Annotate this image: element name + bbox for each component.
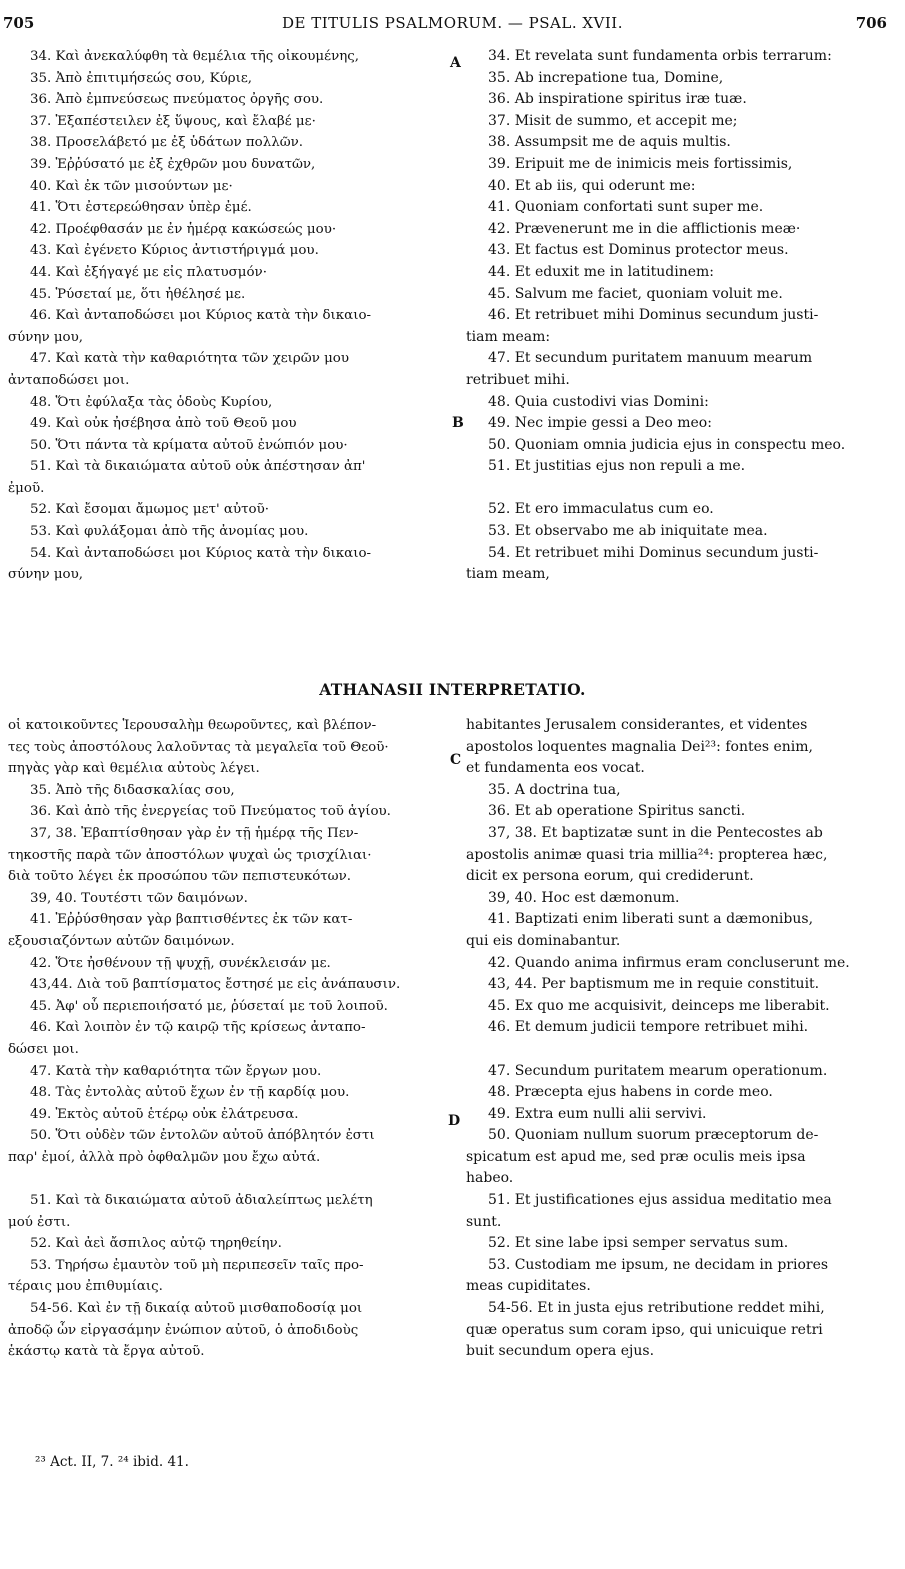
latin-commentary-line: 50. Quoniam nullum suorum præceptorum de-	[488, 1127, 819, 1144]
latin-verse-line: 48. Quia custodivi vias Domini:	[488, 393, 709, 410]
greek-verse-line: 52. Καὶ ἔσομαι ἄμωμος μετ' αὐτοῦ·	[30, 502, 269, 518]
latin-commentary-line: 51. Et justificationes ejus assidua meditatio mea	[488, 1192, 832, 1209]
greek-verse-line: 38. Προσελάβετό με ἐξ ὑδάτων πολλῶν.	[30, 135, 304, 151]
latin-verse-line	[466, 478, 891, 500]
greek-commentary-line: τηκοστῆς παρὰ τῶν ἀποστόλων ψυχαὶ ὡς τρισχίλιαι·	[8, 847, 372, 863]
latin-commentary-line: 36. Et ab operatione Spiritus sancti.	[488, 803, 746, 820]
greek-verse-line: ἀνταποδώσει μοι.	[8, 372, 130, 388]
greek-commentary-line: 49. Ἐκτὸς αὐτοῦ ἑτέρῳ οὐκ ἐλάτρευσα.	[30, 1106, 299, 1122]
greek-commentary-line: 39, 40. Τουτέστι τῶν δαιμόνων.	[30, 890, 248, 906]
latin-commentary-line: apostolis animæ quasi tria millia²⁴: propterea hæc,	[466, 846, 828, 863]
page-number-left: 705	[3, 14, 35, 32]
greek-commentary-line: ἑκάστῳ κατὰ τὰ ἔργα αὐτοῦ.	[8, 1344, 205, 1360]
latin-verse-line: 36. Ab inspiratione spiritus iræ tuæ.	[488, 91, 747, 108]
greek-commentary-line: παρ' ἐμοί, ἀλλὰ πρὸ ὀφθαλμῶν μου ἔχω αὐτά.	[8, 1149, 321, 1165]
latin-commentary-line: 45. Ex quo me acquisivit, deinceps me liberabit.	[488, 997, 830, 1014]
greek-commentary-line: 53. Τηρήσω ἐμαυτὸν τοῦ μὴ περιπεσεῖν ταῖς προ-	[30, 1257, 364, 1273]
greek-commentary-line: 36. Καὶ ἀπὸ τῆς ἐνεργείας τοῦ Πνεύματος τοῦ ἁγίου.	[30, 804, 391, 820]
latin-verse-line: 52. Et ero immaculatus cum eo.	[488, 501, 714, 518]
margin-letter-a: A	[450, 55, 461, 71]
greek-commentary-line: μού ἐστι.	[8, 1214, 71, 1230]
latin-verse-line: 51. Et justitias ejus non repuli a me.	[488, 458, 746, 475]
margin-letter-c: C	[450, 752, 462, 768]
latin-commentary-line: sunt.	[466, 1213, 502, 1230]
greek-verse-line: 49. Καὶ οὐκ ἠσέβησα ἀπὸ τοῦ Θεοῦ μου	[30, 416, 297, 432]
greek-commentary-line: 42. Ὅτε ἠσθένουν τῇ ψυχῇ, συνέκλεισάν με.	[30, 955, 331, 971]
latin-verse-line: 47. Et secundum puritatem manuum mearum	[488, 350, 813, 367]
greek-verse-line: 40. Καὶ ἐκ τῶν μισούντων με·	[30, 178, 233, 194]
greek-commentary-line: τέραις μου ἐπιθυμίαις.	[8, 1279, 163, 1295]
greek-verse-line: 34. Καὶ ἀνεκαλύφθη τὰ θεμέλια τῆς οἰκουμένης,	[30, 49, 359, 64]
greek-commentary-line: 50. Ὅτι οὐδὲν τῶν ἐντολῶν αὐτοῦ ἀπόβλητόν ἐστι	[30, 1128, 375, 1144]
latin-verse-line: 34. Et revelata sunt fundamenta orbis terrarum:	[488, 48, 832, 64]
latin-verse-line: 43. Et factus est Dominus protector meus.	[488, 242, 789, 259]
latin-commentary-line: et fundamenta eos vocat.	[466, 760, 645, 777]
greek-commentary-line: 47. Κατὰ τὴν καθαριότητα τῶν ἔργων μου.	[30, 1063, 322, 1079]
latin-verse-line: 40. Et ab iis, qui oderunt me:	[488, 177, 696, 194]
latin-commentary-line: dicit ex persona eorum, qui crediderunt.	[466, 868, 754, 885]
greek-commentary-line: 52. Καὶ ἀεὶ ἄσπιλος αὐτῷ τηρηθείην.	[30, 1236, 282, 1252]
greek-verse-line: 41. Ὅτι ἐστερεώθησαν ὑπὲρ ἐμέ.	[30, 200, 252, 216]
greek-verse-line: σύνην μου,	[8, 567, 84, 583]
greek-commentary-line: πηγὰς γὰρ καὶ θεμέλια αὐτοὺς λέγει.	[8, 761, 260, 777]
greek-verse-line: 43. Καὶ ἐγένετο Κύριος ἀντιστήριγμά μου.	[30, 243, 319, 259]
running-title: DE TITULIS PSALMORUM. — PSAL. XVII.	[282, 14, 623, 32]
greek-verse-line: 37. Ἐξαπέστειλεν ἐξ ὕψους, καὶ ἔλαβέ με·	[30, 113, 316, 129]
greek-commentary-line: 46. Καὶ λοιπὸν ἐν τῷ καιρῷ τῆς κρίσεως ἀνταπο-	[30, 1020, 366, 1036]
greek-verse-line: 54. Καὶ ἀνταποδώσει μοι Κύριος κατὰ τὴν δικαιο-	[30, 545, 372, 561]
lower-greek-column	[8, 715, 448, 1363]
greek-verse-line: 47. Καὶ κατὰ τὴν καθαριότητα τῶν χειρῶν μου	[30, 351, 350, 367]
footnote: ²³ Act. II, 7. ²⁴ ibid. 41.	[35, 1454, 189, 1470]
latin-commentary-line: quæ operatus sum coram ipso, qui unicuique retri	[466, 1321, 823, 1338]
latin-verse-line: 35. Ab increpatione tua, Domine,	[488, 69, 724, 86]
latin-verse-line: 38. Assumpsit me de aquis multis.	[488, 134, 731, 151]
latin-commentary-line: habitantes Jerusalem considerantes, et videntes	[466, 717, 808, 733]
latin-commentary-line: meas cupiditates.	[466, 1278, 591, 1295]
latin-commentary-line: 54-56. Et in justa ejus retributione reddet mihi,	[488, 1300, 825, 1317]
latin-commentary-line: 53. Custodiam me ipsum, ne decidam in priores	[488, 1256, 829, 1273]
latin-verse-line: 41. Quoniam confortati sunt super me.	[488, 199, 764, 216]
greek-commentary-line: 48. Τὰς ἐντολὰς αὐτοῦ ἔχων ἐν τῇ καρδίᾳ μου.	[30, 1085, 350, 1101]
latin-commentary-line: 37, 38. Et baptizatæ sunt in die Pentecostes ab	[488, 824, 823, 841]
latin-commentary-line: 41. Baptizati enim liberati sunt a dæmonibus,	[488, 911, 814, 928]
latin-commentary-line: 47. Secundum puritatem mearum operationum.	[488, 1062, 828, 1079]
latin-commentary-line: 39, 40. Hoc est dæmonum.	[488, 889, 680, 906]
greek-commentary-line: ἀποδῷ ὧν εἰργασάμην ἐνώπιον αὐτοῦ, ὁ ἀποδιδοὺς	[8, 1322, 359, 1338]
greek-commentary-line: 35. Ἀπὸ τῆς διδασκαλίας σου,	[30, 782, 235, 798]
latin-commentary-line: qui eis dominabantur.	[466, 932, 621, 949]
greek-verse-line: 36. Ἀπὸ ἐμπνεύσεως πνεύματος ὀργῆς σου.	[30, 92, 324, 108]
latin-commentary-line: apostolos loquentes magnalia Dei²³: fontes enim,	[466, 738, 814, 755]
latin-verse-line: 46. Et retribuet mihi Dominus secundum justi-	[488, 307, 819, 324]
lower-latin-column	[466, 715, 891, 1363]
latin-commentary-line: habeo.	[466, 1170, 514, 1187]
latin-verse-line: 54. Et retribuet mihi Dominus secundum justi-	[488, 544, 819, 561]
greek-commentary-line: οἱ κατοικοῦντες Ἱερουσαλὴμ θεωροῦντες, καὶ βλέπον-	[8, 718, 377, 733]
greek-verse-line: σύνην μου,	[8, 329, 84, 345]
greek-verse-line: 35. Ἀπὸ ἐπιτιμήσεώς σου, Κύριε,	[30, 70, 253, 86]
upper-greek-column	[8, 46, 448, 586]
greek-verse-line: ἐμοῦ.	[8, 480, 45, 496]
greek-verse-line: 45. Ῥύσεταί με, ὅτι ἠθέλησέ με.	[30, 286, 246, 302]
latin-verse-line: 53. Et observabo me ab iniquitate mea.	[488, 523, 768, 540]
margin-letter-b: B	[452, 415, 464, 431]
greek-commentary-line: 43,44. Διὰ τοῦ βαπτίσματος ἔστησέ με εἰς ἀνάπαυσιν.	[30, 977, 401, 993]
greek-commentary-line: 54-56. Καὶ ἐν τῇ δικαίᾳ αὐτοῦ μισθαποδοσίᾳ μοι	[30, 1301, 363, 1317]
latin-commentary-line: 49. Extra eum nulli alii servivi.	[488, 1105, 707, 1122]
latin-commentary-line: buit secundum opera ejus.	[466, 1343, 655, 1360]
greek-verse-line: 51. Καὶ τὰ δικαιώματα αὐτοῦ οὐκ ἀπέστησαν ἀπ'	[30, 459, 366, 475]
latin-commentary-line: spicatum est apud me, sed præ oculis meis ipsa	[466, 1148, 806, 1165]
latin-commentary-line: 43, 44. Per baptismum me in requie constituit.	[488, 976, 820, 993]
latin-commentary-line	[466, 1039, 891, 1061]
latin-commentary-line: 52. Et sine labe ipsi semper servatus sum.	[488, 1235, 789, 1252]
latin-verse-line: tiam meam,	[466, 566, 550, 583]
greek-commentary-line: δώσει μοι.	[8, 1041, 79, 1057]
latin-verse-line: 49. Nec impie gessi a Deo meo:	[488, 415, 712, 432]
latin-commentary-line: 42. Quando anima infirmus eram concluserunt me.	[488, 954, 850, 971]
page-header	[0, 14, 905, 38]
latin-commentary-line: 48. Præcepta ejus habens in corde meo.	[488, 1084, 773, 1101]
latin-verse-line: 44. Et eduxit me in latitudinem:	[488, 263, 714, 280]
latin-commentary-line: 46. Et demum judicii tempore retribuet mihi.	[488, 1019, 809, 1036]
greek-commentary-line: τες τοὺς ἀποστόλους λαλοῦντας τὰ μεγαλεῖα τοῦ Θεοῦ·	[8, 739, 389, 755]
latin-verse-line: 39. Eripuit me de inimicis meis fortissimis,	[488, 155, 793, 172]
greek-verse-line: 39. Ἐῤῥύσατό με ἐξ ἐχθρῶν μου δυνατῶν,	[30, 156, 316, 172]
greek-verse-line: 44. Καὶ ἐξήγαγέ με εἰς πλατυσμόν·	[30, 264, 267, 280]
latin-verse-line: 50. Quoniam omnia judicia ejus in conspectu meo.	[488, 436, 846, 453]
page-number-right: 706	[855, 14, 887, 32]
greek-commentary-line: διὰ τοῦτο λέγει ἐκ προσώπου τῶν πεπιστευκότων.	[8, 869, 351, 885]
greek-verse-line: 48. Ὅτι ἐφύλαξα τὰς ὁδοὺς Κυρίου,	[30, 394, 273, 410]
greek-commentary-line: 45. Ἀφ' οὗ περιεποιήσατό με, ῥύσεταί με τοῦ λοιποῦ.	[30, 998, 388, 1014]
latin-commentary-line: 35. A doctrina tua,	[488, 781, 621, 798]
latin-verse-line: retribuet mihi.	[466, 371, 570, 388]
greek-commentary-line: εξουσιαζόντων αὐτῶν δαιμόνων.	[8, 933, 235, 949]
latin-verse-line: 45. Salvum me faciet, quoniam voluit me.	[488, 285, 783, 302]
greek-verse-line: 50. Ὅτι πάντα τὰ κρίματα αὐτοῦ ἐνώπιόν μου·	[30, 437, 348, 453]
section-title: ATHANASII INTERPRETATIO.	[319, 680, 586, 699]
margin-letter-d: D	[448, 1113, 461, 1129]
greek-verse-line: 42. Προέφθασάν με ἐν ἡμέρᾳ κακώσεώς μου·	[30, 221, 337, 237]
greek-commentary-line: 41. Ἐῤῥύσθησαν γὰρ βαπτισθέντες ἐκ τῶν κατ-	[30, 912, 353, 928]
greek-verse-line: 46. Καὶ ἀνταποδώσει μοι Κύριος κατὰ τὴν δικαιο-	[30, 308, 372, 324]
latin-verse-line: 37. Misit de summo, et accepit me;	[488, 112, 738, 129]
upper-latin-column	[466, 46, 891, 586]
greek-commentary-line: 37, 38. Ἐβαπτίσθησαν γὰρ ἐν τῇ ἡμέρᾳ τῆς Πεν-	[30, 825, 359, 841]
latin-verse-line: tiam meam:	[466, 328, 551, 345]
greek-commentary-line	[8, 1168, 448, 1190]
greek-verse-line: 53. Καὶ φυλάξομαι ἀπὸ τῆς ἀνομίας μου.	[30, 524, 309, 540]
greek-commentary-line: 51. Καὶ τὰ δικαιώματα αὐτοῦ ἀδιαλείπτως μελέτη	[30, 1193, 373, 1209]
latin-verse-line: 42. Prævenerunt me in die afflictionis meæ·	[488, 220, 801, 237]
